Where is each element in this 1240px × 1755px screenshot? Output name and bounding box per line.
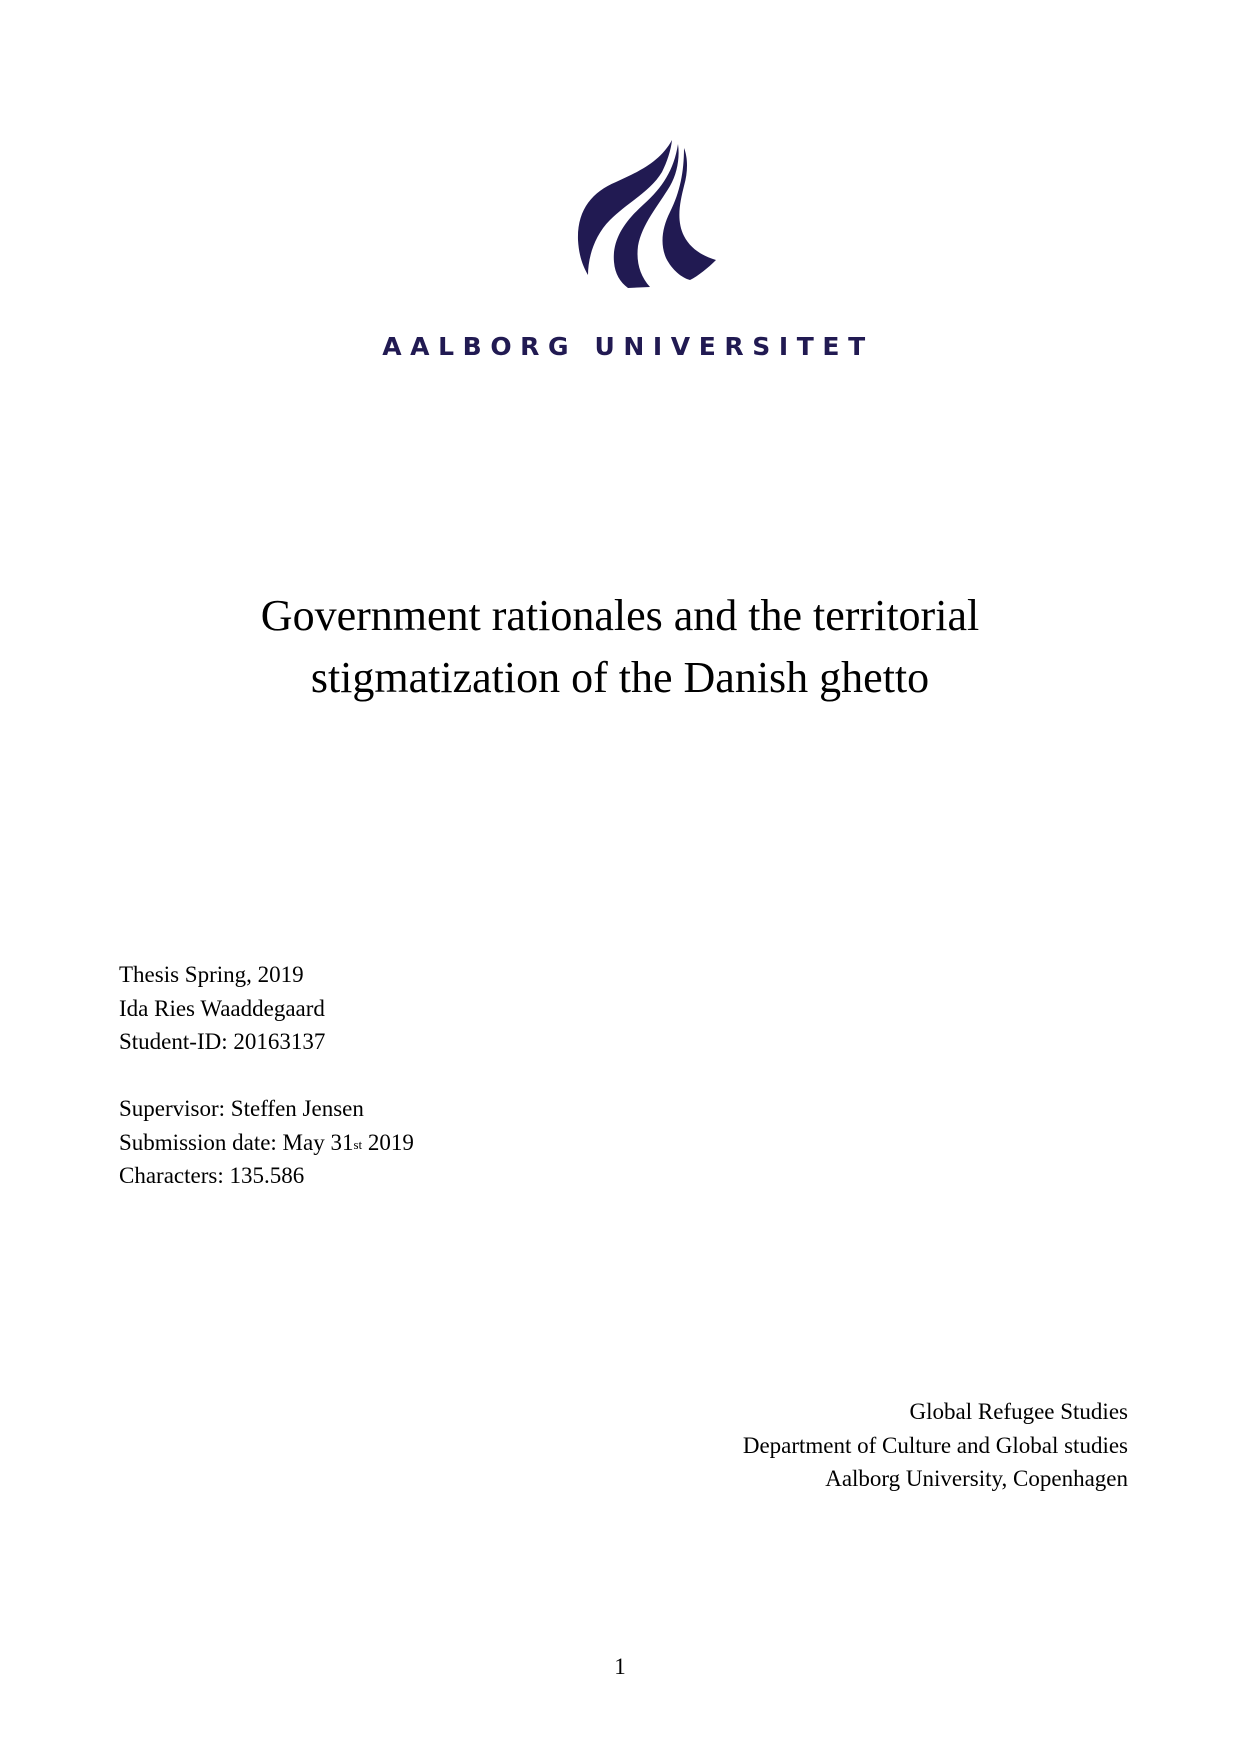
university-wordmark: AALBORG UNIVERSITET bbox=[382, 332, 874, 361]
submission-date: Submission date: May 31st 2019 bbox=[119, 1129, 414, 1155]
title-line-1: Government rationales and the territorial bbox=[260, 591, 980, 640]
thesis-title bbox=[0, 585, 1240, 709]
page-number: 1 bbox=[614, 1654, 626, 1679]
affiliation-block bbox=[743, 1395, 1128, 1496]
thesis-term: Thesis Spring, 2019 bbox=[119, 962, 304, 987]
author-name: Ida Ries Waaddegaard bbox=[119, 995, 325, 1021]
title-line-2: stigmatization of the Danish ghetto bbox=[310, 653, 930, 702]
supervisor-info-block bbox=[119, 1092, 414, 1193]
program-name: Global Refugee Studies bbox=[909, 1399, 1128, 1424]
university-name: Aalborg University, Copenhagen bbox=[825, 1466, 1128, 1491]
department-name: Department of Culture and Global studies bbox=[742, 1432, 1128, 1458]
supervisor: Supervisor: Steffen Jensen bbox=[119, 1096, 364, 1121]
aalborg-university-logo-icon bbox=[572, 140, 717, 288]
thesis-info-block bbox=[119, 958, 325, 1059]
student-id: Student-ID: 20163137 bbox=[119, 1029, 326, 1054]
character-count: Characters: 135.586 bbox=[119, 1163, 305, 1188]
